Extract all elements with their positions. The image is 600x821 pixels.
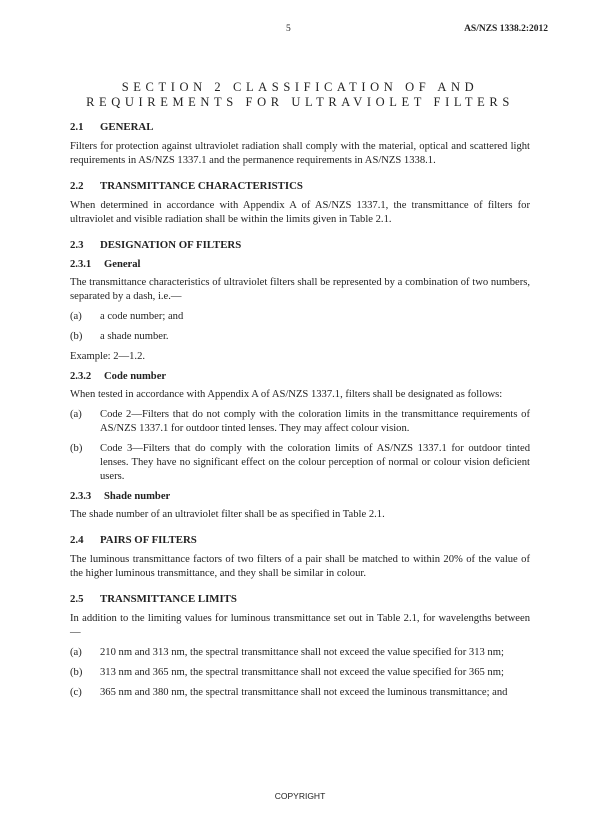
- section-2-5: [70, 592, 530, 700]
- list-item: (a) 210 nm and 313 nm, the spectral transmittance shall not exceed the value specified for 313 nm;: [70, 647, 504, 658]
- heading-2-4: 2.4 PAIRS OF FILTERS: [70, 534, 197, 546]
- paragraph-2-3-1: The transmittance characteristics of ultraviolet filters shall be represented by a combination of two numbers, separated by a dash, i.e.—: [70, 277, 530, 302]
- copyright-footer: COPYRIGHT: [274, 791, 326, 801]
- heading-2-1: 2.1 GENERAL: [70, 121, 154, 133]
- list-item: (b) a shade number.: [70, 331, 169, 342]
- example-text: Example: 2—1.2.: [70, 351, 146, 362]
- paragraph-2-1: Filters for protection against ultraviolet radiation shall comply with the material, optical and scattered light requirements in AS/NZS 1337.1 and the permanence requirements in AS/NZS 1338.1.: [70, 141, 530, 166]
- document-id: AS/NZS 1338.2:2012: [464, 24, 548, 34]
- section-title-line-2: REQUIREMENTS FOR ULTRAVIOLET FILTERS: [86, 95, 514, 109]
- heading-2-2: 2.2 TRANSMITTANCE CHARACTERISTICS: [70, 180, 303, 192]
- heading-2-5: 2.5 TRANSMITTANCE LIMITS: [70, 593, 237, 605]
- paragraph-2-3-3: The shade number of an ultraviolet filter shall be as specified in Table 2.1.: [70, 509, 385, 520]
- paragraph-2-3-2: When tested in accordance with Appendix A of AS/NZS 1337.1, filters shall be designated as follows:: [70, 389, 503, 400]
- heading-2-3-2: 2.3.2 Code number: [70, 371, 167, 382]
- heading-2-3-1: 2.3.1 General: [70, 259, 141, 270]
- heading-2-3-3: 2.3.3 Shade number: [70, 491, 171, 502]
- list-item: (a) Code 2—Filters that do not comply with the coloration limits in the transmittance requirements of AS/NZS 1337.1 for outdoor tinted lenses. They may affect colour vision.: [70, 409, 530, 434]
- document-body: [70, 120, 530, 711]
- section-title: [0, 80, 600, 110]
- list-item: (b) 313 nm and 365 nm, the spectral transmittance shall not exceed the value specified for 365 nm;: [70, 667, 504, 678]
- paragraph-2-2: When determined in accordance with Appendix A of AS/NZS 1337.1, the transmittance of filters for ultraviolet and visible radiation shall be within the limits given in Table 2.1.: [70, 200, 530, 225]
- heading-2-3: 2.3 DESIGNATION OF FILTERS: [70, 239, 242, 251]
- list-item: (c) 365 nm and 380 nm, the spectral transmittance shall not exceed the luminous transmittance; and: [70, 687, 508, 698]
- paragraph-2-5: In addition to the limiting values for luminous transmittance set out in Table 2.1, for wavelengths between—: [70, 613, 530, 638]
- section-2-3: [70, 238, 530, 522]
- section-2-4: [70, 533, 530, 581]
- list-item: (a) a code number; and: [70, 311, 184, 322]
- section-2-2: [70, 179, 530, 227]
- list-item: (b) Code 3—Filters that do comply with the coloration limits of AS/NZS 1337.1 for outdoor tinted lenses. They have no significant effect on the colour perception of normal or colour vision deficient users.: [70, 443, 530, 482]
- section-2-1: [70, 120, 530, 168]
- paragraph-2-4: The luminous transmittance factors of two filters of a pair shall be matched to within 20% of the value of the higher luminous transmittance, and they shall be similar in colour.: [70, 554, 530, 579]
- section-title-line-1: SECTION 2 CLASSIFICATION OF AND: [121, 80, 479, 94]
- page-number: 5: [286, 24, 291, 34]
